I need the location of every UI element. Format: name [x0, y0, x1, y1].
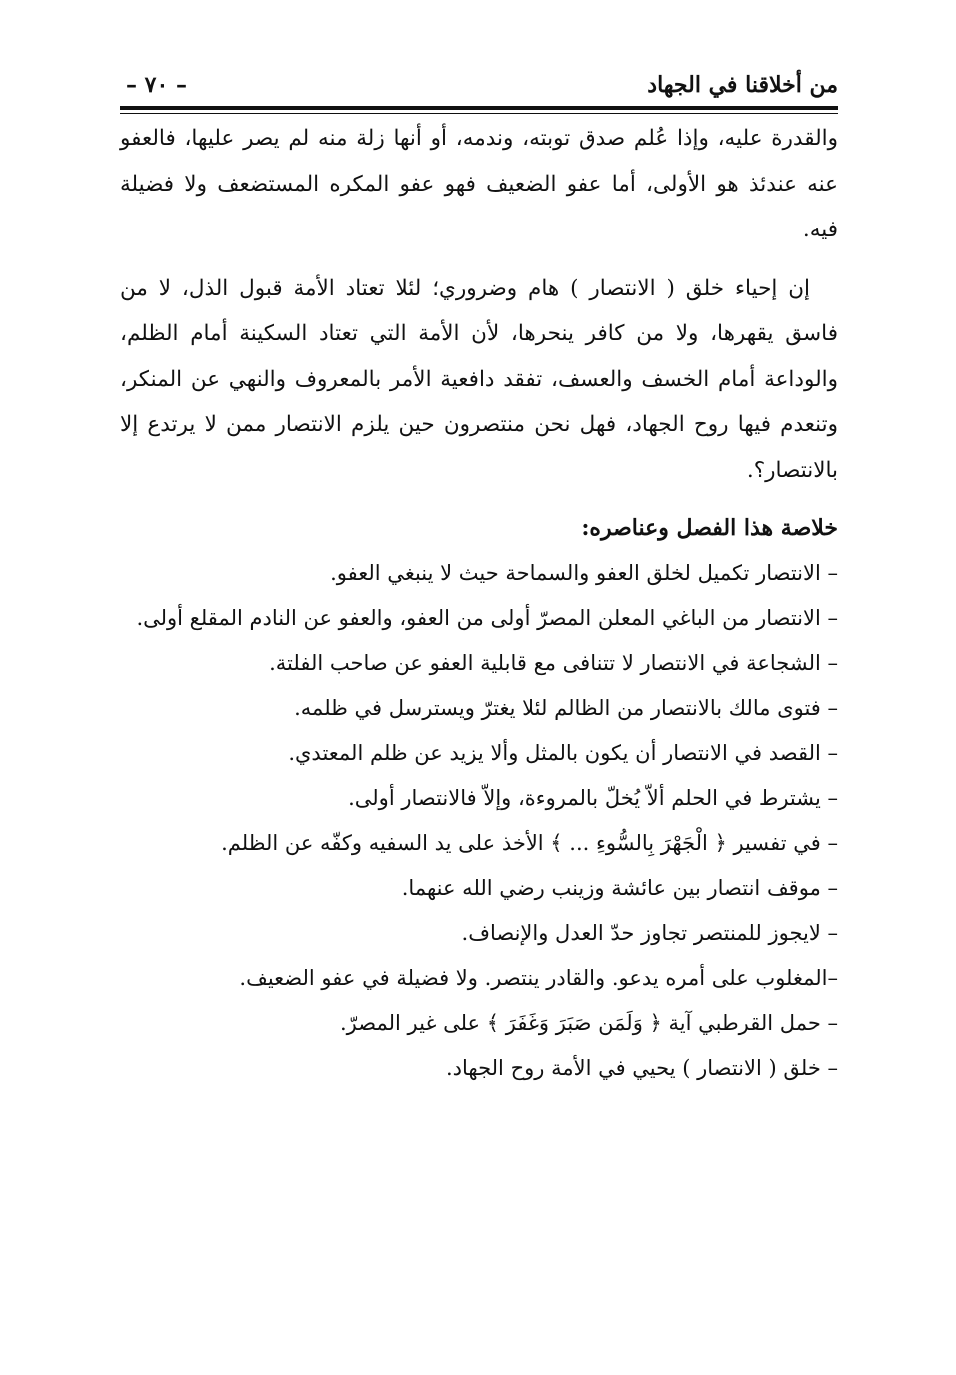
book-page	[120, 60, 838, 1091]
summary-item: – خلق ( الانتصار ) يحيي في الأمة روح الجهاد.	[446, 1056, 838, 1080]
page-header	[120, 60, 838, 98]
summary-item: – حمل القرطبي آية ﴿ وَلَمَن صَبَرَ وَغَفَرَ ﴾ على غير المصرّ.	[340, 1011, 838, 1035]
summary-item: – الشجاعة في الانتصار لا تتنافى مع قابلية العفو عن صاحب الفلتة.	[269, 651, 838, 675]
body-paragraph-2: إن إحياء خلق ( الانتصار ) هام وضروري؛ لئلا تعتاد الأمة قبول الذل، لا من فاسق يقهرها، ولا من كافر ينحرها، لأن الأمة التي تعتاد السكينة أمام الظلم، والوداعة أمام الخسف والعسف، تفقد دافعية الأمر بالمعروف والنهي عن المنكر، وتنعدم فيها روح الجهاد، فهل نحن منتصرون حين يلزم الانتصار ممن لا يرتدع إلا بالانتصار؟.	[120, 275, 838, 483]
summary-item: – القصد في الانتصار أن يكون بالمثل وألا يزيد عن ظلم المعتدي.	[288, 741, 838, 765]
summary-item: –المغلوب على أمره يدعو. والقادر ينتصر. ولا فضيلة في عفو الضعيف.	[239, 966, 838, 990]
running-title: من أخلاقنا في الجهاد	[647, 72, 838, 98]
summary-item: – الانتصار تكميل لخلق العفو والسماحة حيث لا ينبغي العفو.	[330, 561, 838, 585]
body-paragraph-1: والقدرة عليه، وإذا عُلم صدق توبته، وندمه، أو أنها زلة منه لم يصر عليها، فالعفو عنه عندئذ هو الأولى، أما عفو الضعيف فهو عفو المكره المستضعف ولا فضيلة فيه.	[120, 126, 838, 242]
page-number: – ٧٠ –	[126, 72, 187, 98]
summary-item: – موقف انتصار بين عائشة وزينب رضي الله عنهما.	[401, 876, 838, 900]
summary-list	[120, 551, 838, 1091]
summary-item: – الانتصار من الباغي المعلن المصرّ أولى من العفو، والعفو عن النادم المقلع أولى.	[136, 606, 838, 630]
summary-heading: خلاصة هذا الفصل وعناصره:	[581, 515, 838, 541]
header-rule-thick	[120, 106, 838, 110]
summary-item: – فتوى مالك بالانتصار من الظالم لئلا يغترّ ويسترسل في ظلمه.	[294, 696, 838, 720]
summary-item: – يشترط في الحلم ألاّ يُخلّ بالمروءة، وإلاّ فالانتصار أولى.	[348, 786, 838, 810]
summary-item: – لايجوز للمنتصر تجاوز حدّ العدل والإنصاف.	[461, 921, 838, 945]
header-rule-thin	[120, 113, 838, 114]
summary-item: – في تفسير ﴿ الْجَهْرَ بِالسُّوءِ ... ﴾ الأخذ على يد السفيه وكفّه عن الظلم.	[221, 831, 838, 855]
